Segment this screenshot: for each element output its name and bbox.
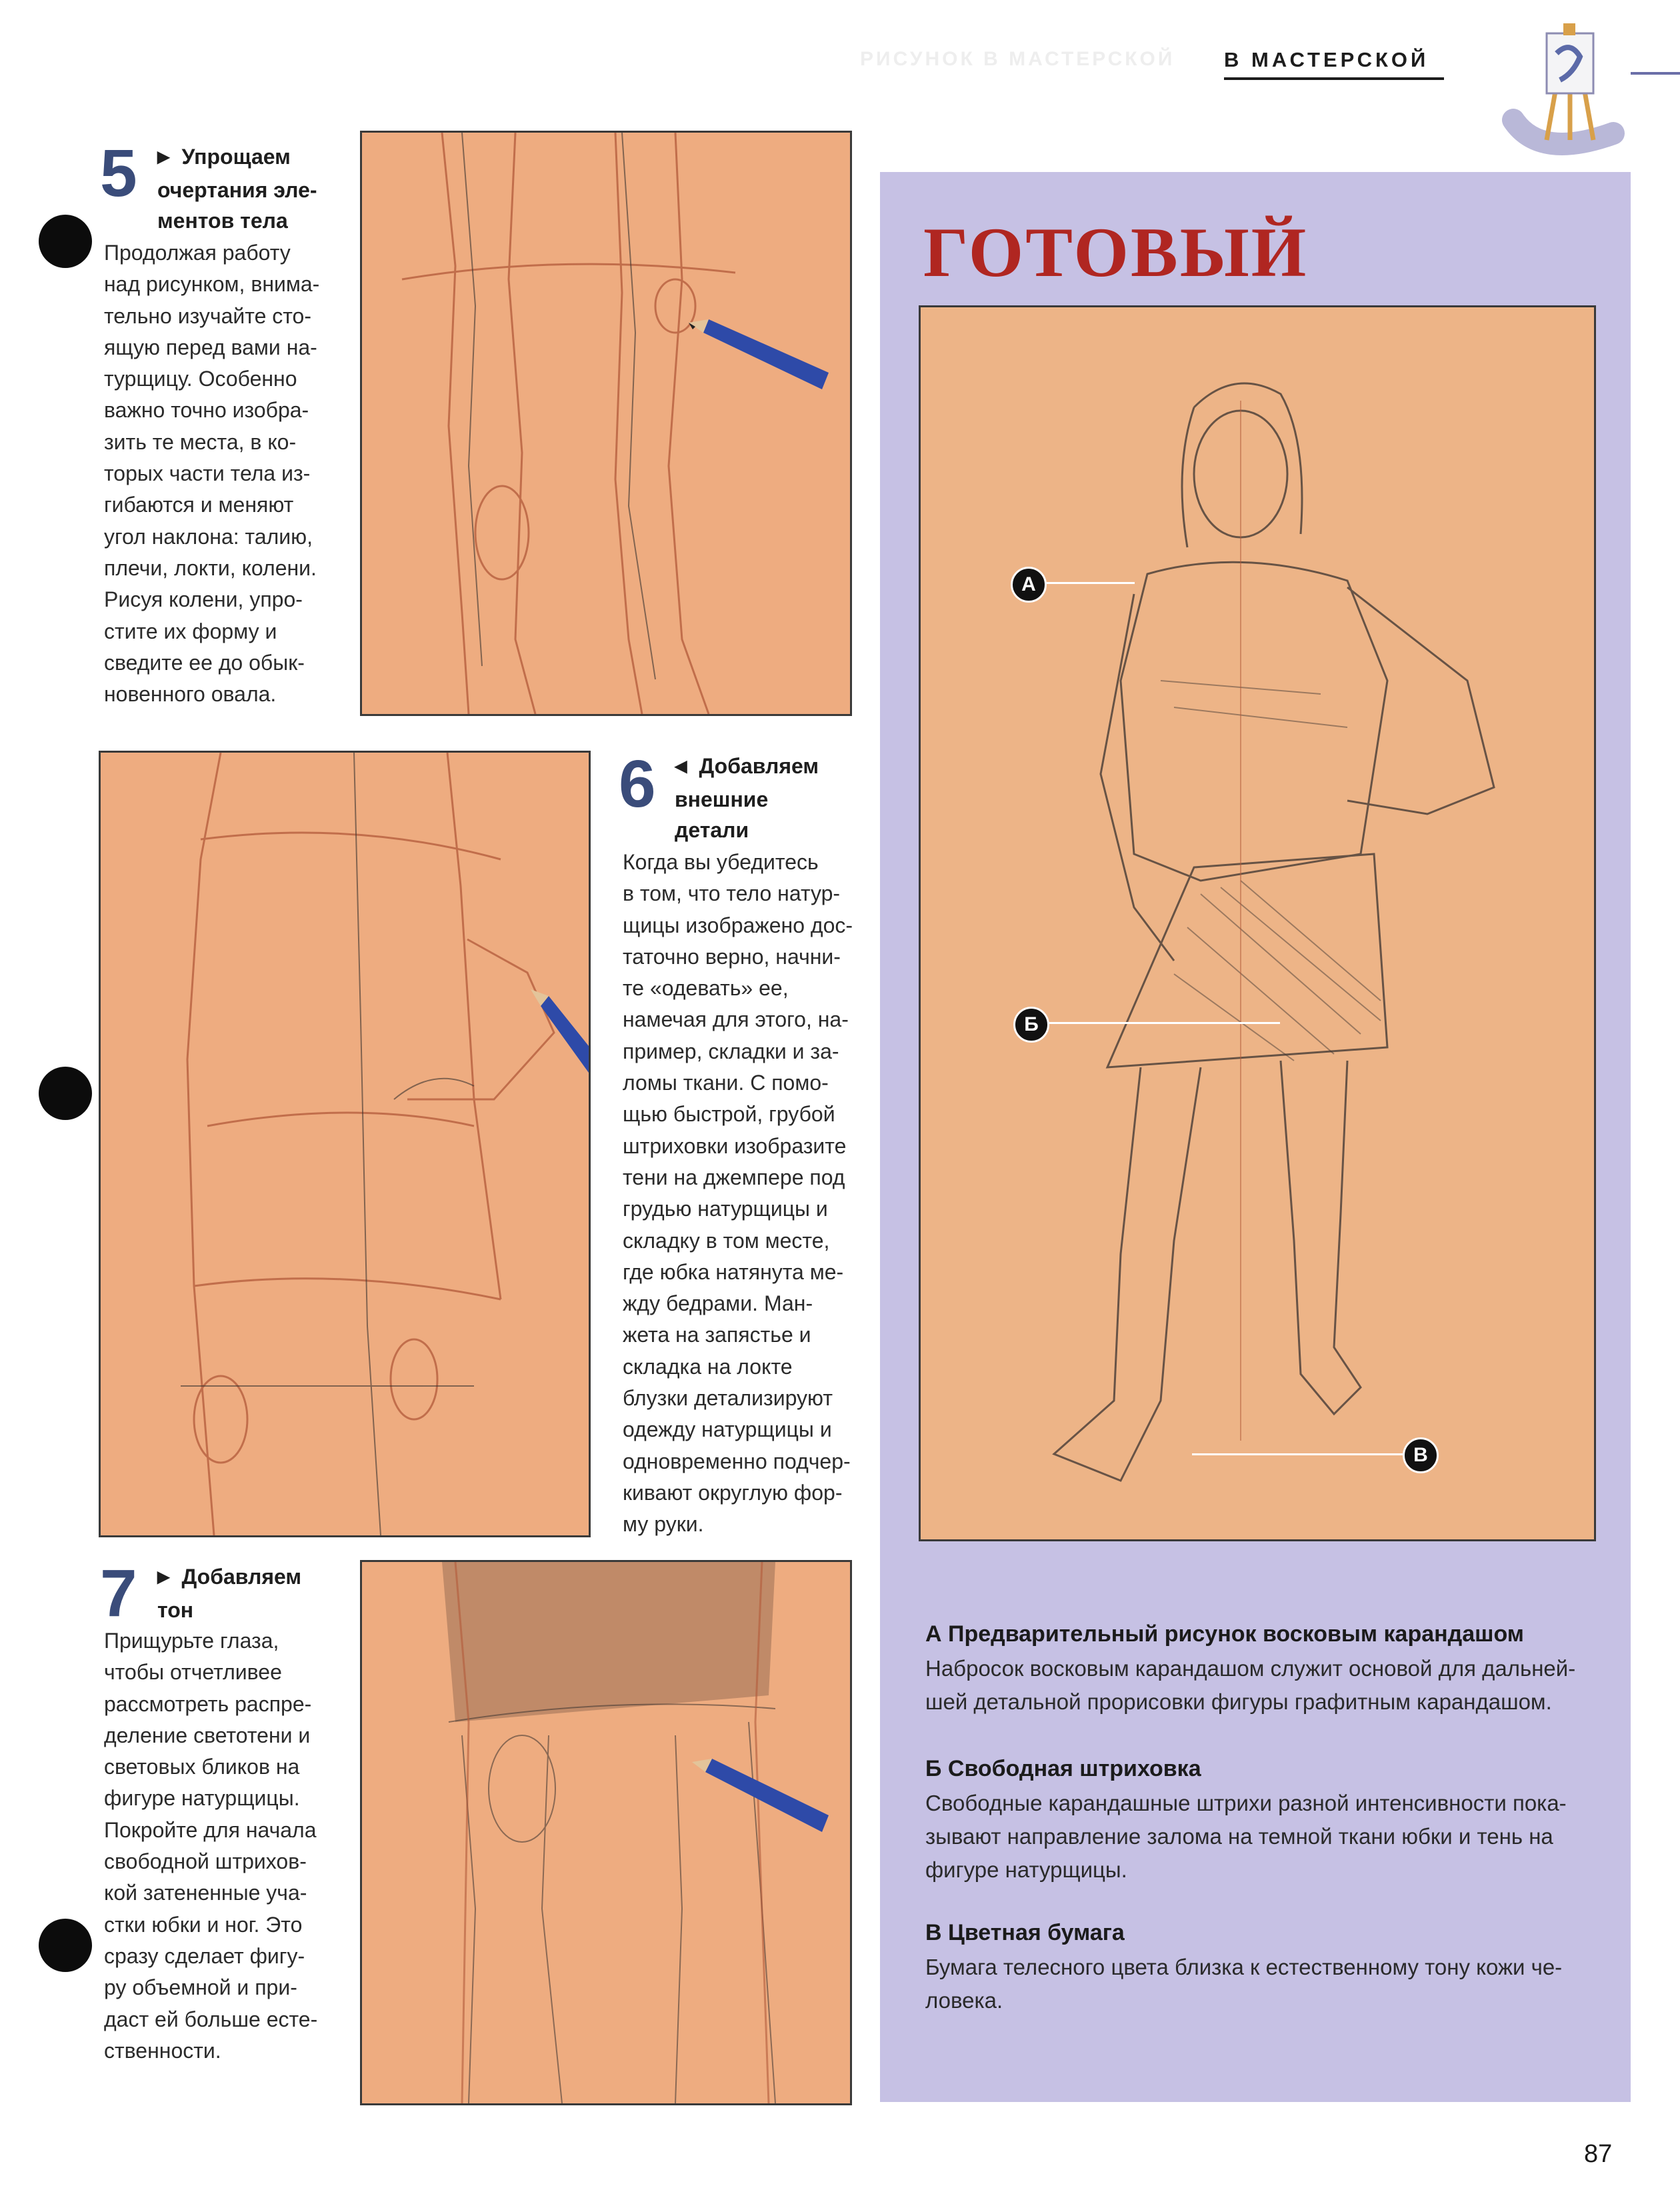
callout-b-badge: Б [1013, 1007, 1049, 1043]
section-label: В МАСТЕРСКОЙ [1224, 48, 1444, 80]
easel-logo-icon [1500, 7, 1633, 160]
callout-v-line [1192, 1453, 1408, 1455]
step-7-body: Прищурьте глаза, чтобы отчетливее рассмотреть распре- деление светотени и световых бликов на фигуре натурщицы. Покройте для начала свободной штрихов- кой затененные уча- стки юбки и ног. Это сразу сделает фигу- ру объемной и при- даст ей больше есте- ственности. [104, 1629, 318, 2063]
legend-a-body: Набросок восковым карандашом служит основой для дальней- шей детальной прорисовки фигуры графитным карандашом. [925, 1656, 1576, 1714]
legend-b-title: Б Свободная штриховка [925, 1756, 1201, 1781]
step-7-number: 7 [100, 1556, 137, 1631]
step-6-body: Когда вы убедитесь в том, что тело натур- щицы изображено дос- таточно верно, начни- те «одевать» ее, намечая для этого, на- пример, складки и за- ломы ткани. С помо- щью быстрой, грубой штриховки изобразите тени на джемпере под грудью натурщицы и складку в том месте, где юбка натянута ме- жду бедрами. Ман- жета на запястье и складка на локте блузки детализируют одежду натурщицы и одновременно подчер- кивают округлую фор- му руки. [623, 850, 853, 1537]
step-6-title-text: Добавляем внешние детали [675, 754, 819, 842]
callout-b-line [1047, 1022, 1280, 1024]
legend-a-title: А Предварительный рисунок восковым карандашом [925, 1621, 1524, 1647]
callout-a-badge: A [1011, 567, 1047, 603]
legend-b-body: Свободные карандашные штрихи разной интенсивности пока- зывают направление залома на темной ткани юбки и тень на фигуре натурщицы. [925, 1791, 1567, 1882]
panel-title: ГОТОВЫЙ [923, 213, 1309, 291]
arrow-left-icon: ◀ [675, 757, 687, 775]
step-7-title-text: Добавляем тон [157, 1565, 302, 1622]
arrow-right-icon: ▶ [157, 1568, 170, 1586]
step-6-number: 6 [619, 747, 656, 821]
step-7-sketch [360, 1560, 852, 2105]
step-6-sketch [99, 751, 591, 1537]
faded-header-text: РИСУНОК В МАСТЕРСКОЙ [860, 48, 1175, 70]
binder-hole [39, 1919, 92, 1972]
page-number: 87 [1584, 2140, 1613, 2168]
step-6-title [675, 751, 875, 845]
arrow-right-icon: ▶ [157, 148, 170, 166]
step-5-title-text: Упрощаем очертания эле- ментов тела [157, 145, 317, 233]
step-5-number: 5 [100, 136, 137, 211]
step-5-body: Продолжая работу над рисунком, внима- тельно изучайте сто- ящую перед вами на- турщицу. Особенно важно точно изобра- зить те места, в ко- торых части тела из- гибаются и меняют угол наклона: талию, плечи, локти, колени. Рисуя колени, упро- стите их форму и сведите ее до обык- новенного овала. [104, 241, 320, 707]
step-5-sketch [360, 131, 852, 716]
header-rule [1631, 72, 1680, 75]
final-drawing-image [919, 305, 1596, 1541]
step-7-title [157, 1561, 357, 1625]
step-5-title [157, 141, 357, 236]
binder-hole [39, 1067, 92, 1120]
legend-v-title: В Цветная бумага [925, 1920, 1125, 1945]
callout-v-badge: B [1403, 1437, 1439, 1473]
binder-hole [39, 215, 92, 268]
legend-v-body: Бумага телесного цвета близка к естественному тону кожи че- ловека. [925, 1955, 1563, 2013]
